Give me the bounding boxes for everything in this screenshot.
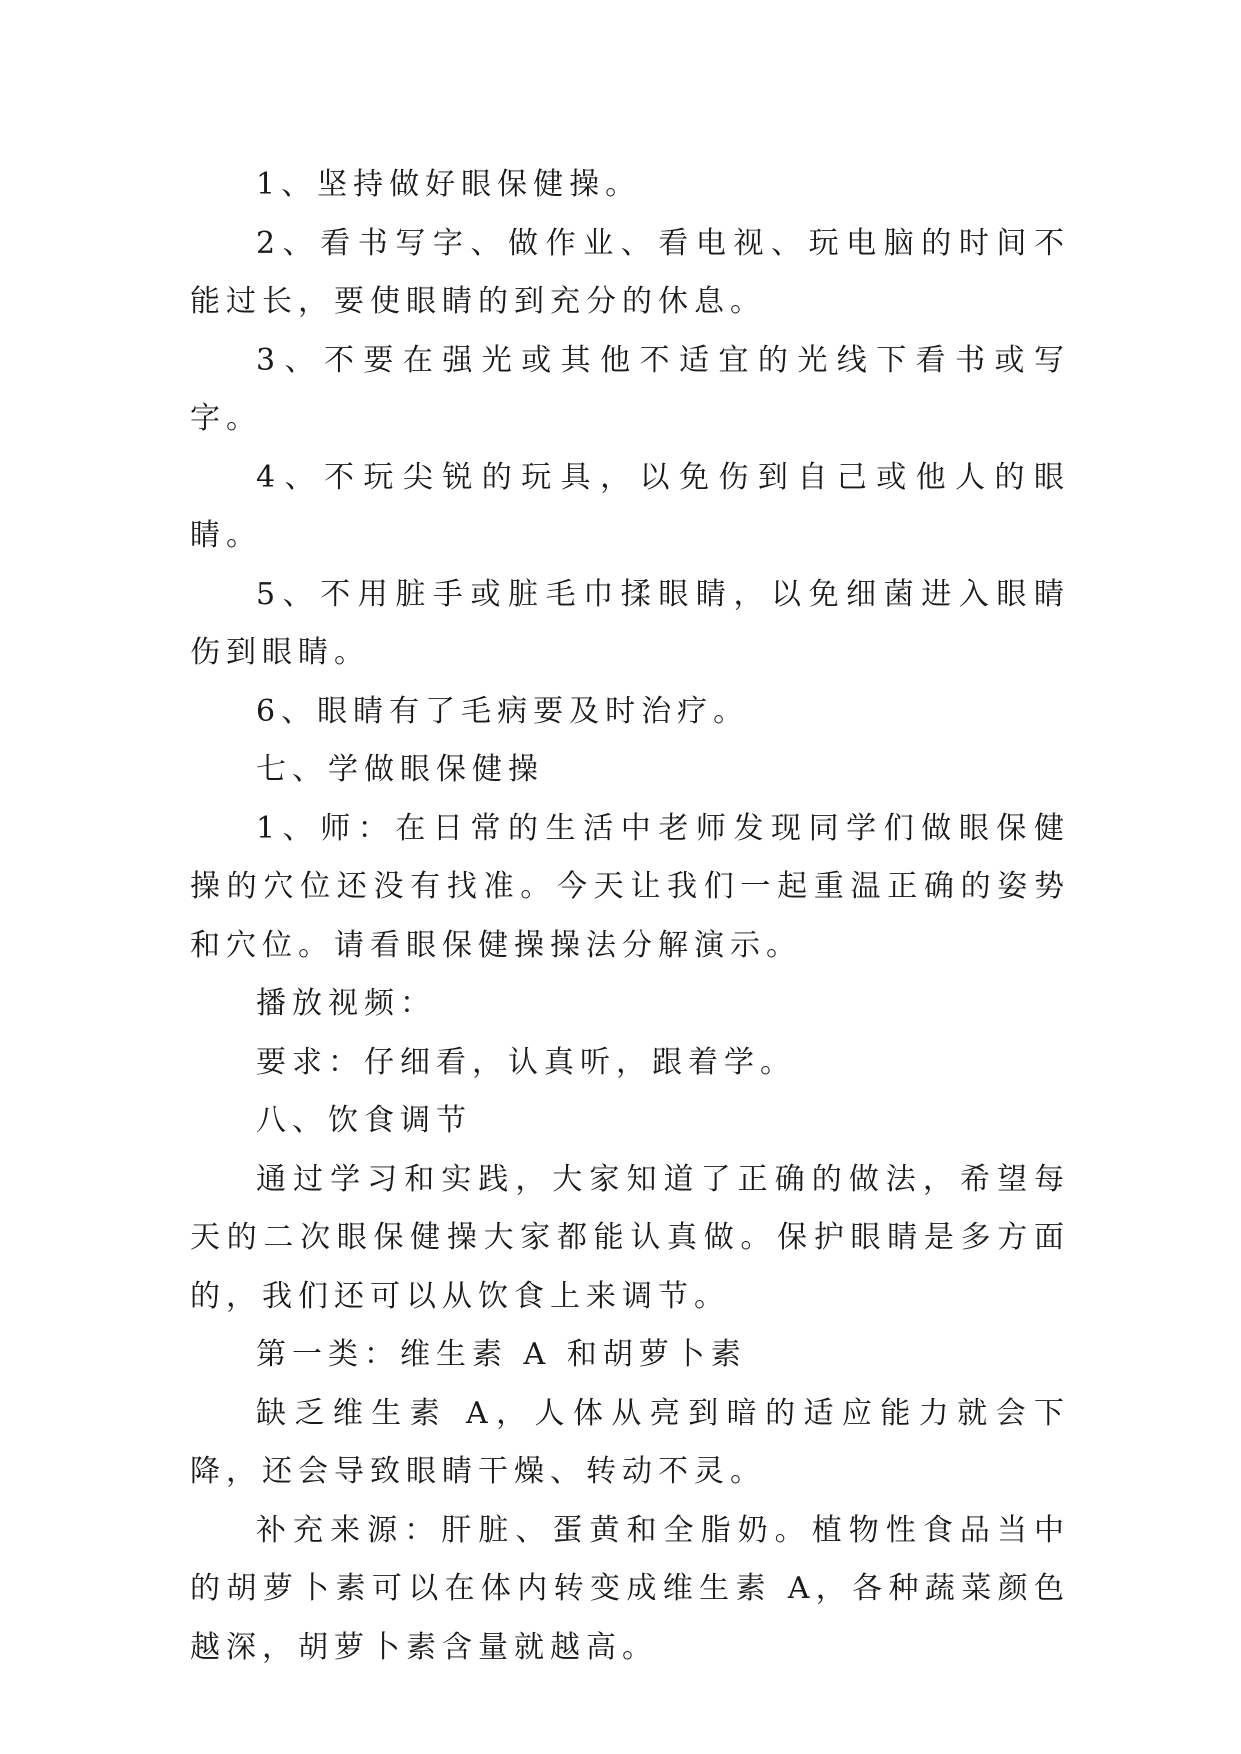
paragraph-6: 6、眼睛有了毛病要及时治疗。 xyxy=(256,693,750,729)
section-heading-7: 七、学做眼保健操 xyxy=(256,752,544,787)
section-heading-8: 八、饮食调节 xyxy=(256,1103,472,1138)
paragraph-teacher: 1、师：在日常的生活中老师发现同学们做眼保健操的穴位还没有找准。今天让我们一起重温正确的姿势和穴位。请看眼保健操操法分解演示。 xyxy=(190,810,1070,963)
paragraph-requirement: 要求：仔细看，认真听，跟着学。 xyxy=(256,1044,796,1080)
paragraph-play-video: 播放视频： xyxy=(256,986,436,1021)
paragraph-4: 4、不玩尖锐的玩具，以免伤到自己或他人的眼睛。 xyxy=(190,459,1070,553)
paragraph-1: 1、坚持做好眼保健操。 xyxy=(256,167,642,202)
paragraph-diet-intro: 通过学习和实践，大家知道了正确的做法，希望每天的二次眼保健操大家都能认真做。保护眼睛是多方面的，我们还可以从饮食上来调节。 xyxy=(190,1161,1070,1314)
paragraph-5: 5、不用脏手或脏毛巾揉眼睛，以免细菌进入眼睛伤到眼睛。 xyxy=(190,576,1070,670)
paragraph-category-1: 第一类：维生素 A 和胡萝卜素 xyxy=(256,1337,747,1372)
paragraph-3: 3、不要在强光或其他不适宜的光线下看书或写字。 xyxy=(190,342,1070,436)
paragraph-2: 2、看书写字、做作业、看电视、玩电脑的时间不能过长，要使眼睛的到充分的休息。 xyxy=(190,225,1070,319)
paragraph-deficiency: 缺乏维生素 A，人体从亮到暗的适应能力就会下降，还会导致眼睛干燥、转动不灵。 xyxy=(190,1395,1070,1489)
document-body xyxy=(190,156,1070,1677)
paragraph-sources: 补充来源：肝脏、蛋黄和全脂奶。植物性食品当中的胡萝卜素可以在体内转变成维生素 A，各种蔬菜颜色越深，胡萝卜素含量就越高。 xyxy=(190,1512,1070,1665)
